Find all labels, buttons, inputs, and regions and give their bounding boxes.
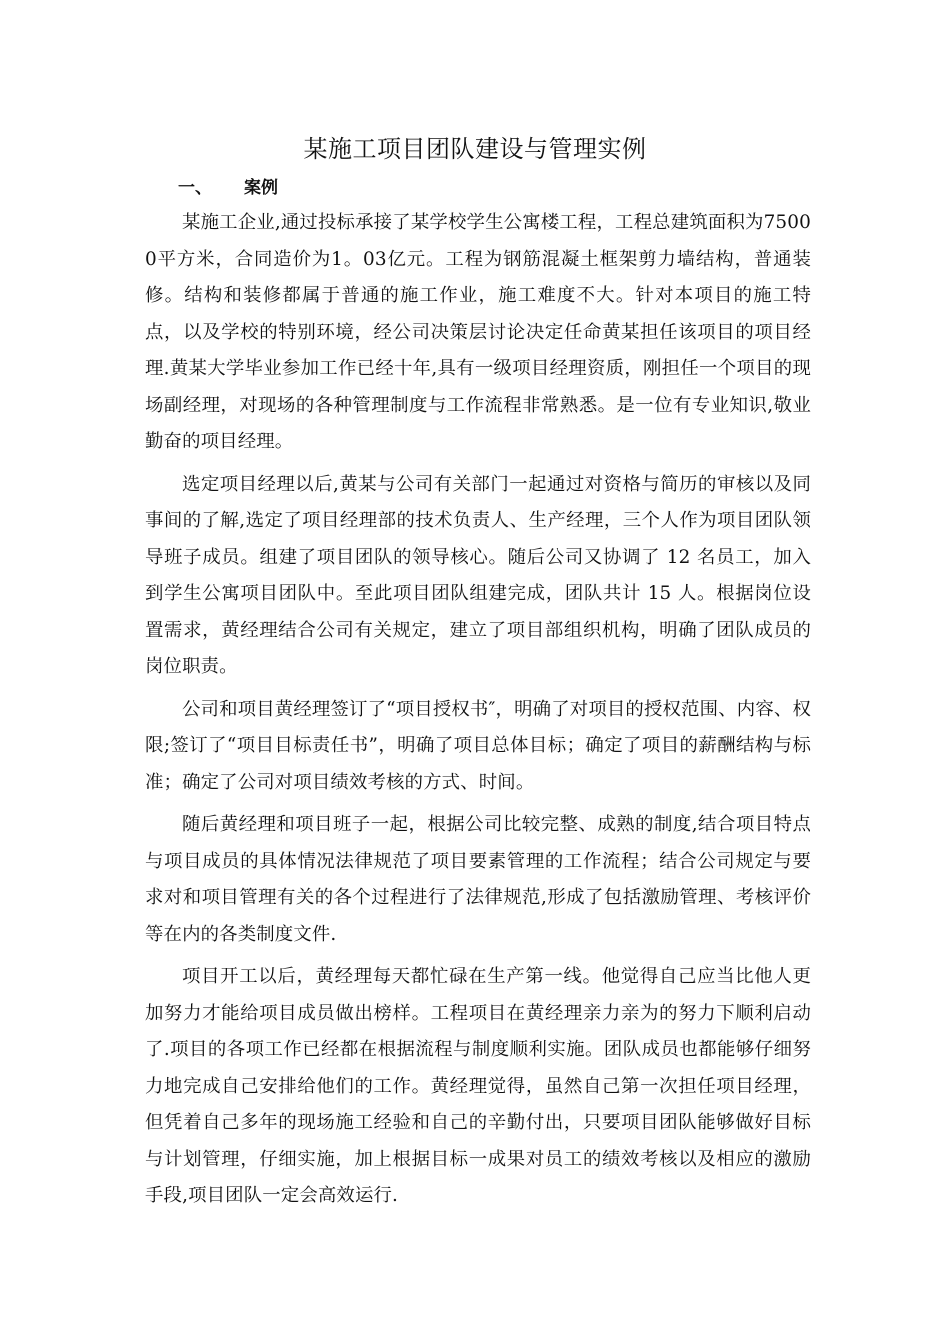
section-heading — [178, 175, 278, 201]
paragraph-3: 公司和项目黄经理签订了“项目授权书″，明确了对项目的授权范围、内容、权限;签订了“项目目标责任书”，明确了项目总体目标；确定了项目的薪酬结构与标准；确定了公司对项目绩效考核的方式、时间。 — [145, 698, 811, 793]
document-title: 某施工项目团队建设与管理实例 — [303, 135, 647, 163]
paragraph-5: 项目开工以后，黄经理每天都忙碌在生产第一线。他觉得自己应当比他人更加努力才能给项目成员做出榜样。工程项目在黄经理亲力亲为的努力下顺利启动了.项目的各项工作已经都在根据流程与制度顺利实施。团队成员也都能够仔细努力地完成自己安排给他们的工作。黄经理觉得，虽然自己第一次担任项目经理，但凭着自己多年的现场施工经验和自己的辛勤付出，只要项目团队能够做好目标与计划管理，仔细实施，加上根据目标一成果对员工的绩效考核以及相应的激励手段,项目团队一定会高效运行. — [145, 966, 811, 1206]
paragraph-2: 选定项目经理以后,黄某与公司有关部门一起通过对资格与简历的审核以及同事间的了解,选定了项目经理部的技术负责人、生产经理，三个人作为项目团队领导班子成员。组建了项目团队的领导核心。随后公司又协调了 12 名员工，加入到学生公寓项目团队中。至此项目团队组建完成，团队共计 15 人。根据岗位设置需求，黄经理结合公司有关规定，建立了项目部组织机构，明确了团队成员的岗位职责。 — [145, 473, 811, 677]
paragraph-1: 某施工企业,通过投标承接了某学校学生公寓楼工程，工程总建筑面积为75000平方米，合同造价为1。03亿元。工程为钢筋混凝土框架剪力墙结构，普通装修。结构和装修都属于普通的施工作业，施工难度不大。针对本项目的施工特点，以及学校的特别环境，经公司决策层讨论决定任命黄某担任该项目的项目经理.黄某大学毕业参加工作已经十年,具有一级项目经理资质，刚担任一个项目的现场副经理，对现场的各种管理制度与工作流程非常熟悉。是一位有专业知识,敬业勤奋的项目经理。 — [145, 212, 811, 452]
document-body — [145, 205, 811, 1221]
section-label: 案例 — [244, 178, 278, 198]
section-number: 一、 — [178, 178, 212, 198]
paragraph-4: 随后黄经理和项目班子一起，根据公司比较完整、成熟的制度,结合项目特点与项目成员的具体情况法律规范了项目要素管理的工作流程；结合公司规定与要求对和项目管理有关的各个过程进行了法律规范,形成了包括激励管理、考核评价等在内的各类制度文件. — [145, 814, 811, 945]
